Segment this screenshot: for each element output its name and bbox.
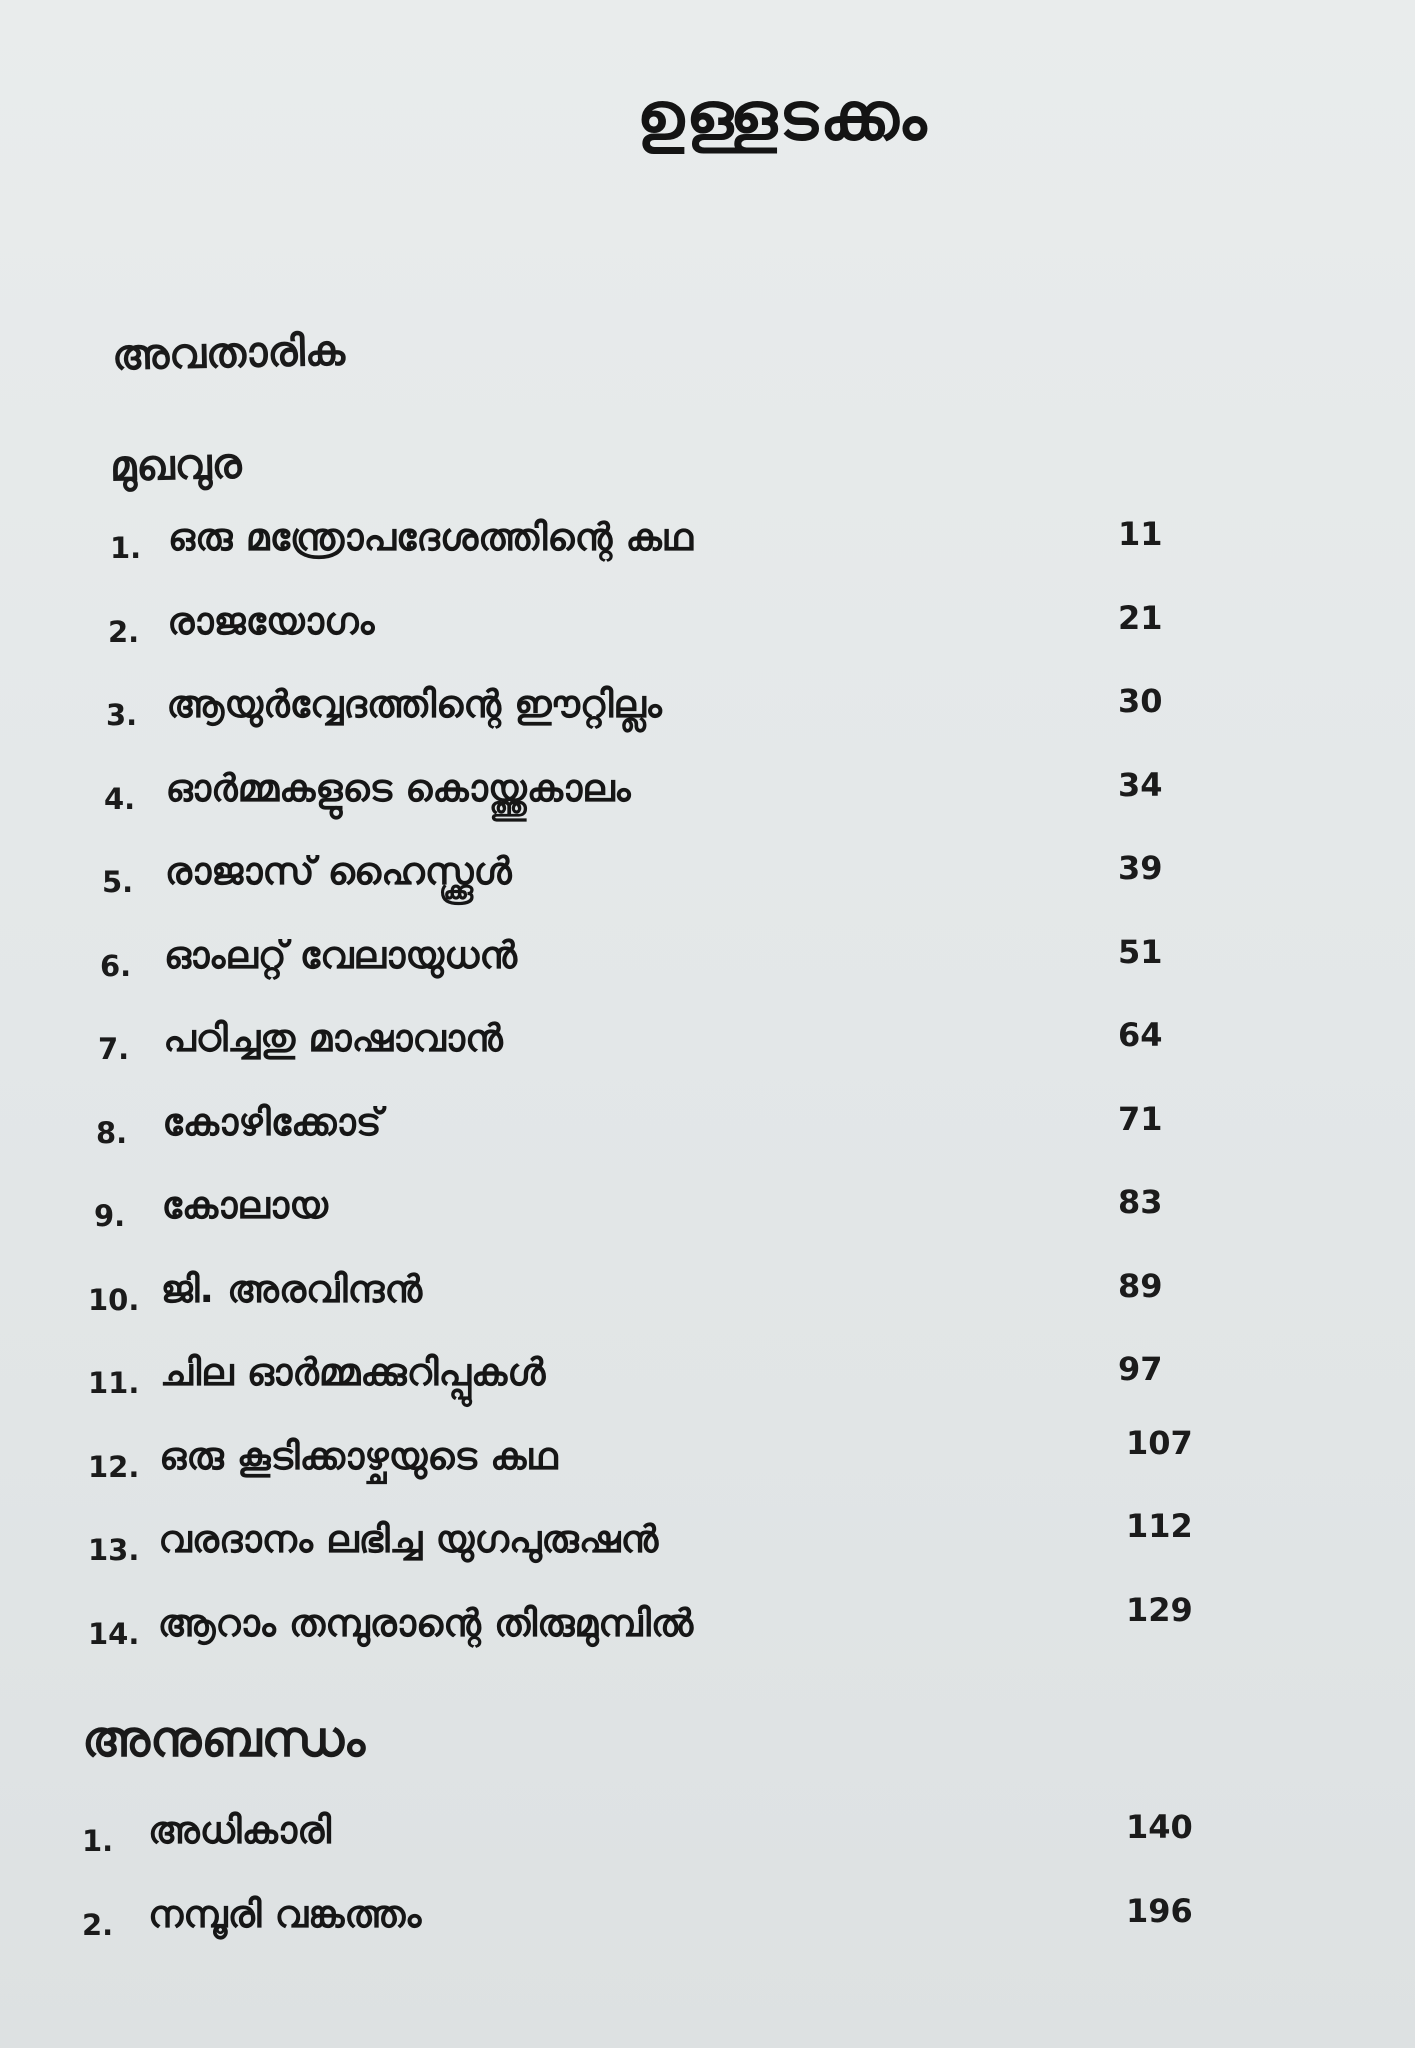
- chapter-page-number: 34: [1118, 765, 1163, 804]
- chapter-title: ആയുർവ്വേദത്തിന്റെ ഈറ്റില്ലം: [166, 682, 662, 726]
- chapter-page-number: 21: [1118, 598, 1163, 637]
- chapter-row: [0, 1350, 1415, 1410]
- chapter-page-number: 129: [1126, 1590, 1193, 1629]
- chapter-title: ഒരു കൂടിക്കാഴ്ചയുടെ കഥ: [159, 1433, 558, 1478]
- chapter-title: ആറാം തമ്പുരാന്റെ തിരുമുമ്പിൽ: [157, 1600, 694, 1645]
- chapter-row: [0, 515, 1415, 575]
- chapter-title: ചില ഓർമ്മക്കുറിപ്പുകൾ: [160, 1350, 546, 1394]
- appendix-item-number: 2.: [82, 1908, 114, 1942]
- chapter-number: 7.: [98, 1032, 130, 1066]
- chapter-title: രാജാസ് ഹൈസ്ക്കൂൾ: [164, 849, 512, 893]
- appendix-item-row: [0, 1808, 1415, 1868]
- chapter-number: 11.: [88, 1366, 140, 1400]
- chapter-number: 4.: [104, 781, 136, 816]
- chapter-row: [0, 1590, 1415, 1661]
- chapter-page-number: 107: [1126, 1423, 1193, 1462]
- appendix-item-row: [0, 1892, 1415, 1952]
- chapter-row: [0, 1183, 1415, 1243]
- chapter-row: [0, 1423, 1415, 1494]
- chapter-page-number: 39: [1118, 849, 1163, 887]
- chapter-row: [0, 933, 1415, 993]
- chapter-title: ഓംലറ്റ് വേലായുധൻ: [164, 932, 518, 977]
- appendix-item-page-number: 140: [1126, 1808, 1193, 1846]
- chapter-title: കോലായ: [161, 1183, 328, 1227]
- appendix-item-page-number: 196: [1126, 1892, 1193, 1930]
- chapter-number: 13.: [88, 1533, 140, 1567]
- chapter-title: പഠിച്ചതു മാഷാവാൻ: [163, 1016, 503, 1060]
- appendix-item-title: അധികാരി: [148, 1808, 332, 1852]
- chapter-title: വരദാനം ലഭിച്ച യുഗപുരുഷൻ: [158, 1517, 659, 1561]
- chapter-number: 12.: [88, 1449, 140, 1484]
- chapter-number: 6.: [100, 948, 132, 983]
- section-heading-appendix: അനുബന്ധം: [82, 1710, 366, 1768]
- chapter-page-number: 64: [1118, 1016, 1163, 1054]
- appendix-item-number: 1.: [82, 1824, 114, 1858]
- chapter-number: 10.: [88, 1282, 140, 1317]
- chapter-page-number: 112: [1126, 1507, 1193, 1545]
- chapter-number: 2.: [108, 614, 140, 649]
- chapter-title: ഒരു മന്ത്രോപദേശത്തിന്റെ കഥ: [168, 515, 694, 559]
- chapter-title: ഓർമ്മകളുടെ കൊയ്ത്തുകാലം: [165, 765, 631, 810]
- chapter-page-number: 30: [1118, 682, 1163, 720]
- section-heading-preface: മുഖവുര: [109, 438, 243, 491]
- chapter-page-number: 97: [1118, 1350, 1163, 1388]
- chapter-page-number: 51: [1118, 932, 1163, 971]
- chapter-number: 5.: [102, 865, 134, 899]
- chapter-title: രാജയോഗം: [167, 598, 375, 643]
- chapter-number: 9.: [94, 1199, 126, 1233]
- chapter-row: [0, 1100, 1415, 1160]
- section-heading-intro: അവതാരിക: [111, 325, 346, 380]
- chapter-row: [0, 1016, 1415, 1076]
- chapter-title: ജി. അരവിന്ദൻ: [160, 1266, 423, 1311]
- chapter-number: 1.: [110, 531, 142, 565]
- chapter-page-number: 89: [1118, 1266, 1163, 1305]
- chapter-page-number: 71: [1118, 1099, 1163, 1138]
- chapter-page-number: 83: [1118, 1183, 1163, 1221]
- chapter-title: കോഴിക്കോട്: [162, 1099, 382, 1144]
- chapter-number: 14.: [88, 1616, 140, 1651]
- chapter-row: [0, 766, 1415, 826]
- chapter-page-number: 11: [1118, 515, 1163, 553]
- chapter-row: [0, 1507, 1415, 1577]
- chapter-row: [0, 849, 1415, 909]
- page-title: ഉള്ളടക്കം: [636, 78, 929, 155]
- chapter-number: 8.: [96, 1115, 128, 1150]
- chapter-row: [0, 682, 1415, 742]
- chapter-row: [0, 599, 1415, 659]
- chapter-row: [0, 1267, 1415, 1327]
- chapter-number: 3.: [106, 698, 138, 732]
- appendix-item-title: നമ്പൂരി വങ്കത്തം: [148, 1892, 422, 1936]
